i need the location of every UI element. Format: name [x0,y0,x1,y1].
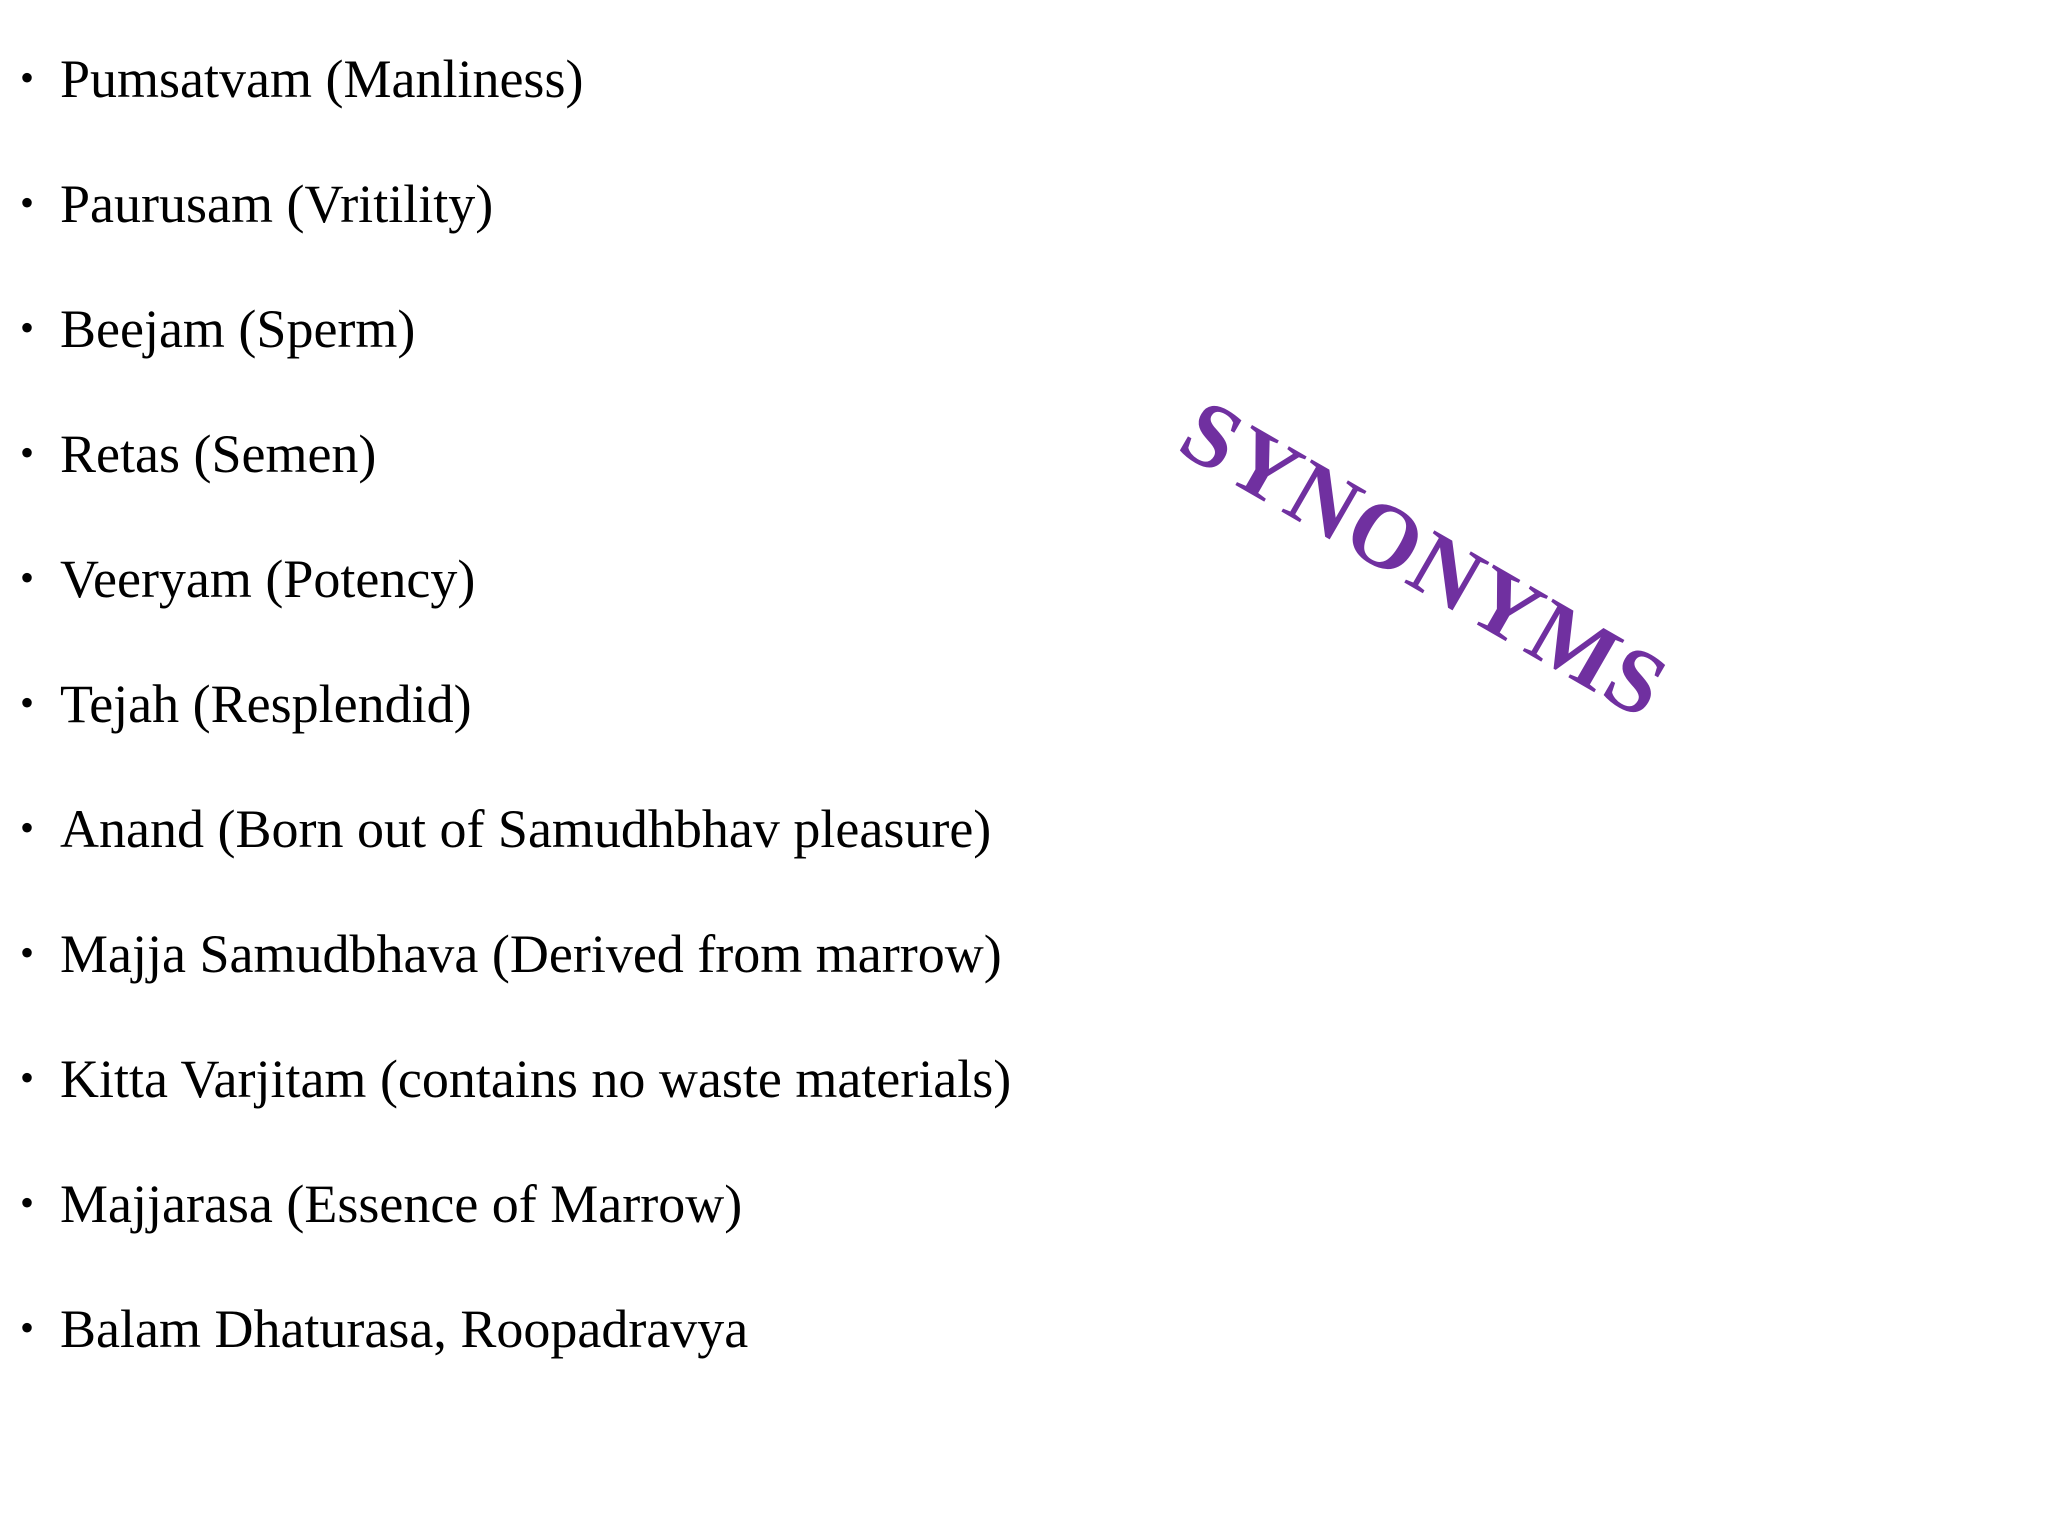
list-item [20,173,1011,298]
synonym-list [20,48,1011,1423]
list-item [20,923,1011,1048]
list-item [20,798,1011,923]
list-item-text: Veeryam (Potency) [60,549,476,609]
bullet-icon: • [20,1055,35,1100]
list-item [20,1298,1011,1423]
list-item-text: Majjarasa (Essence of Marrow) [60,1174,743,1234]
bullet-icon: • [20,180,35,225]
list-item [20,1173,1011,1298]
bullet-icon: • [20,55,35,100]
list-item-text: Tejah (Resplendid) [60,674,472,734]
list-item [20,548,1011,673]
bullet-icon: • [20,680,35,725]
bullet-icon: • [20,805,35,850]
list-item-text: Majja Samudbhava (Derived from marrow) [60,924,1002,984]
list-item [20,673,1011,798]
list-item-text: Retas (Semen) [60,424,377,484]
bullet-icon: • [20,555,35,600]
list-item [20,1048,1011,1173]
list-item [20,48,1011,173]
bullet-icon: • [20,430,35,475]
list-item [20,423,1011,548]
list-item-text: Anand (Born out of Samudhbhav pleasure) [60,799,992,859]
list-item-text: Beejam (Sperm) [60,299,416,359]
list-item-text: Kitta Varjitam (contains no waste materials) [60,1049,1012,1109]
slide-title: SYNONYMS [1164,378,1686,739]
list-item-text: Balam Dhaturasa, Roopadravya [60,1299,749,1359]
list-item-text: Paurusam (Vritility) [60,174,494,234]
list-item-text: Pumsatvam (Manliness) [60,49,584,109]
bullet-icon: • [20,930,35,975]
bullet-icon: • [20,305,35,350]
list-item [20,298,1011,423]
bullet-icon: • [20,1305,35,1350]
bullet-icon: • [20,1180,35,1225]
